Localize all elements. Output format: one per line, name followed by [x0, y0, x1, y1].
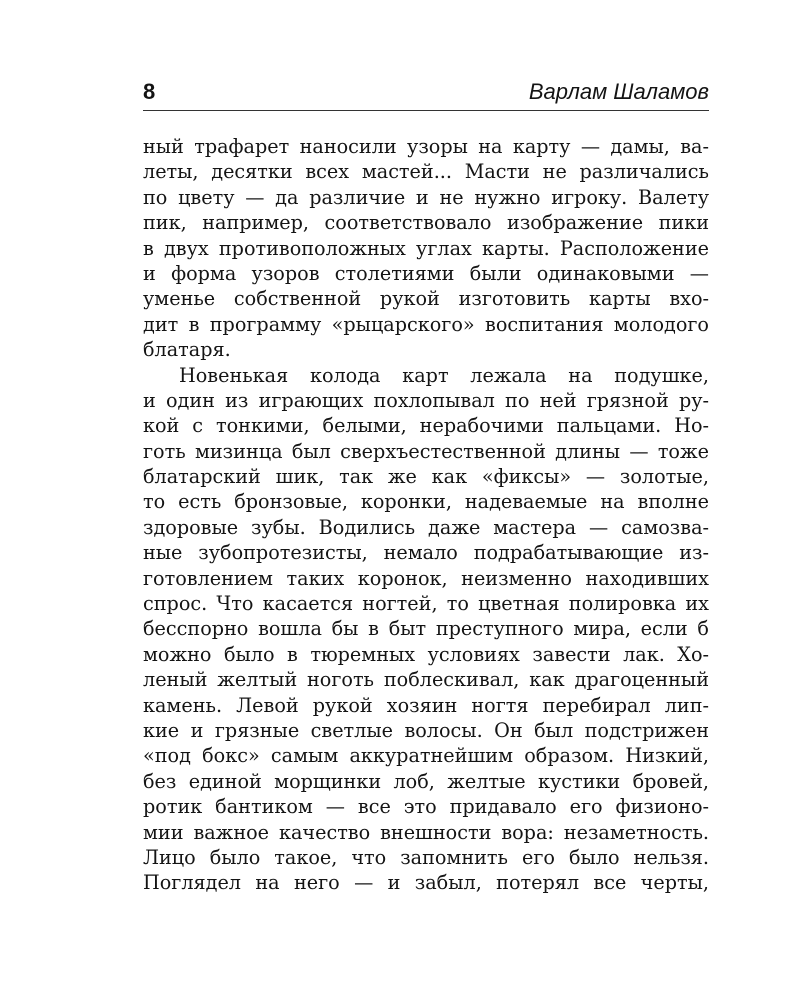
text-line: то есть бронзовые, коронки, надеваемые на вполне — [143, 490, 709, 514]
text-line: кие и грязные светлые волосы. Он был подстрижен — [143, 718, 709, 742]
text-line: без единой морщинки лоб, желтые кустики бровей, — [143, 769, 709, 793]
text-line: «под бокс» самым аккуратнейшим образом. Низкий, — [143, 744, 709, 768]
text-line: спрос. Что касается ногтей, то цветная полировка их — [143, 592, 709, 616]
page-number: 8 — [143, 79, 156, 104]
text-line: леты, десятки всех мастей... Масти не различались — [143, 160, 709, 184]
text-line: ротик бантиком — все это придавало его физионо- — [143, 795, 709, 819]
text-line: Лицо было такое, что запомнить его было нельзя. — [143, 845, 709, 869]
paragraph-first-line: Новенькая колода карт лежала на подушке, — [179, 363, 709, 387]
text-line: кой с тонкими, белыми, нерабочими пальцами. Но- — [143, 414, 709, 438]
paragraph-end-line: блатаря. — [143, 338, 231, 362]
text-line: по цвету — да различие и не нужно игроку. Валету — [143, 185, 709, 209]
header-rule — [143, 110, 709, 111]
text-line: и форма узоров столетиями были одинаковыми — — [143, 261, 709, 285]
text-line: в двух противоположных углах карты. Расположение — [143, 236, 709, 260]
text-line: готовлением таких коронок, неизменно находивших — [143, 566, 709, 590]
text-line: ный трафарет наносили узоры на карту — дамы, ва- — [143, 135, 709, 158]
text-line: камень. Левой рукой хозяин ногтя перебирал лип- — [143, 693, 709, 717]
text-line: мии важное качество внешности вора: незаметность. — [143, 820, 709, 844]
text-line: Поглядел на него — и забыл, потерял все черты, — [143, 871, 709, 895]
text-line: блатарский шик, так же как «фиксы» — золотые, — [143, 465, 709, 489]
text-line: леный желтый ноготь поблескивал, как драгоценный — [143, 668, 709, 692]
running-title: Варлам Шаламов — [528, 79, 709, 104]
text-line: дит в программу «рыцарского» воспитания молодого — [143, 312, 709, 336]
text-line: можно было в тюремных условиях завести лак. Хо- — [143, 642, 709, 666]
text-line: готь мизинца был сверхъестественной длины — тоже — [143, 439, 709, 463]
running-head — [143, 78, 709, 110]
text-line: ные зубопротезисты, немало подрабатывающие из- — [143, 541, 709, 565]
text-line: и один из играющих похлопывал по ней грязной ру- — [143, 388, 709, 412]
text-line: бесспорно вошла бы в быт преступного мира, если б — [143, 617, 709, 641]
text-line: пик, например, соответствовало изображение пики — [143, 211, 709, 235]
body-text — [143, 134, 709, 896]
text-line: уменье собственной рукой изготовить карты вхо- — [143, 287, 709, 311]
text-line: здоровые зубы. Водились даже мастера — самозва- — [143, 515, 709, 539]
